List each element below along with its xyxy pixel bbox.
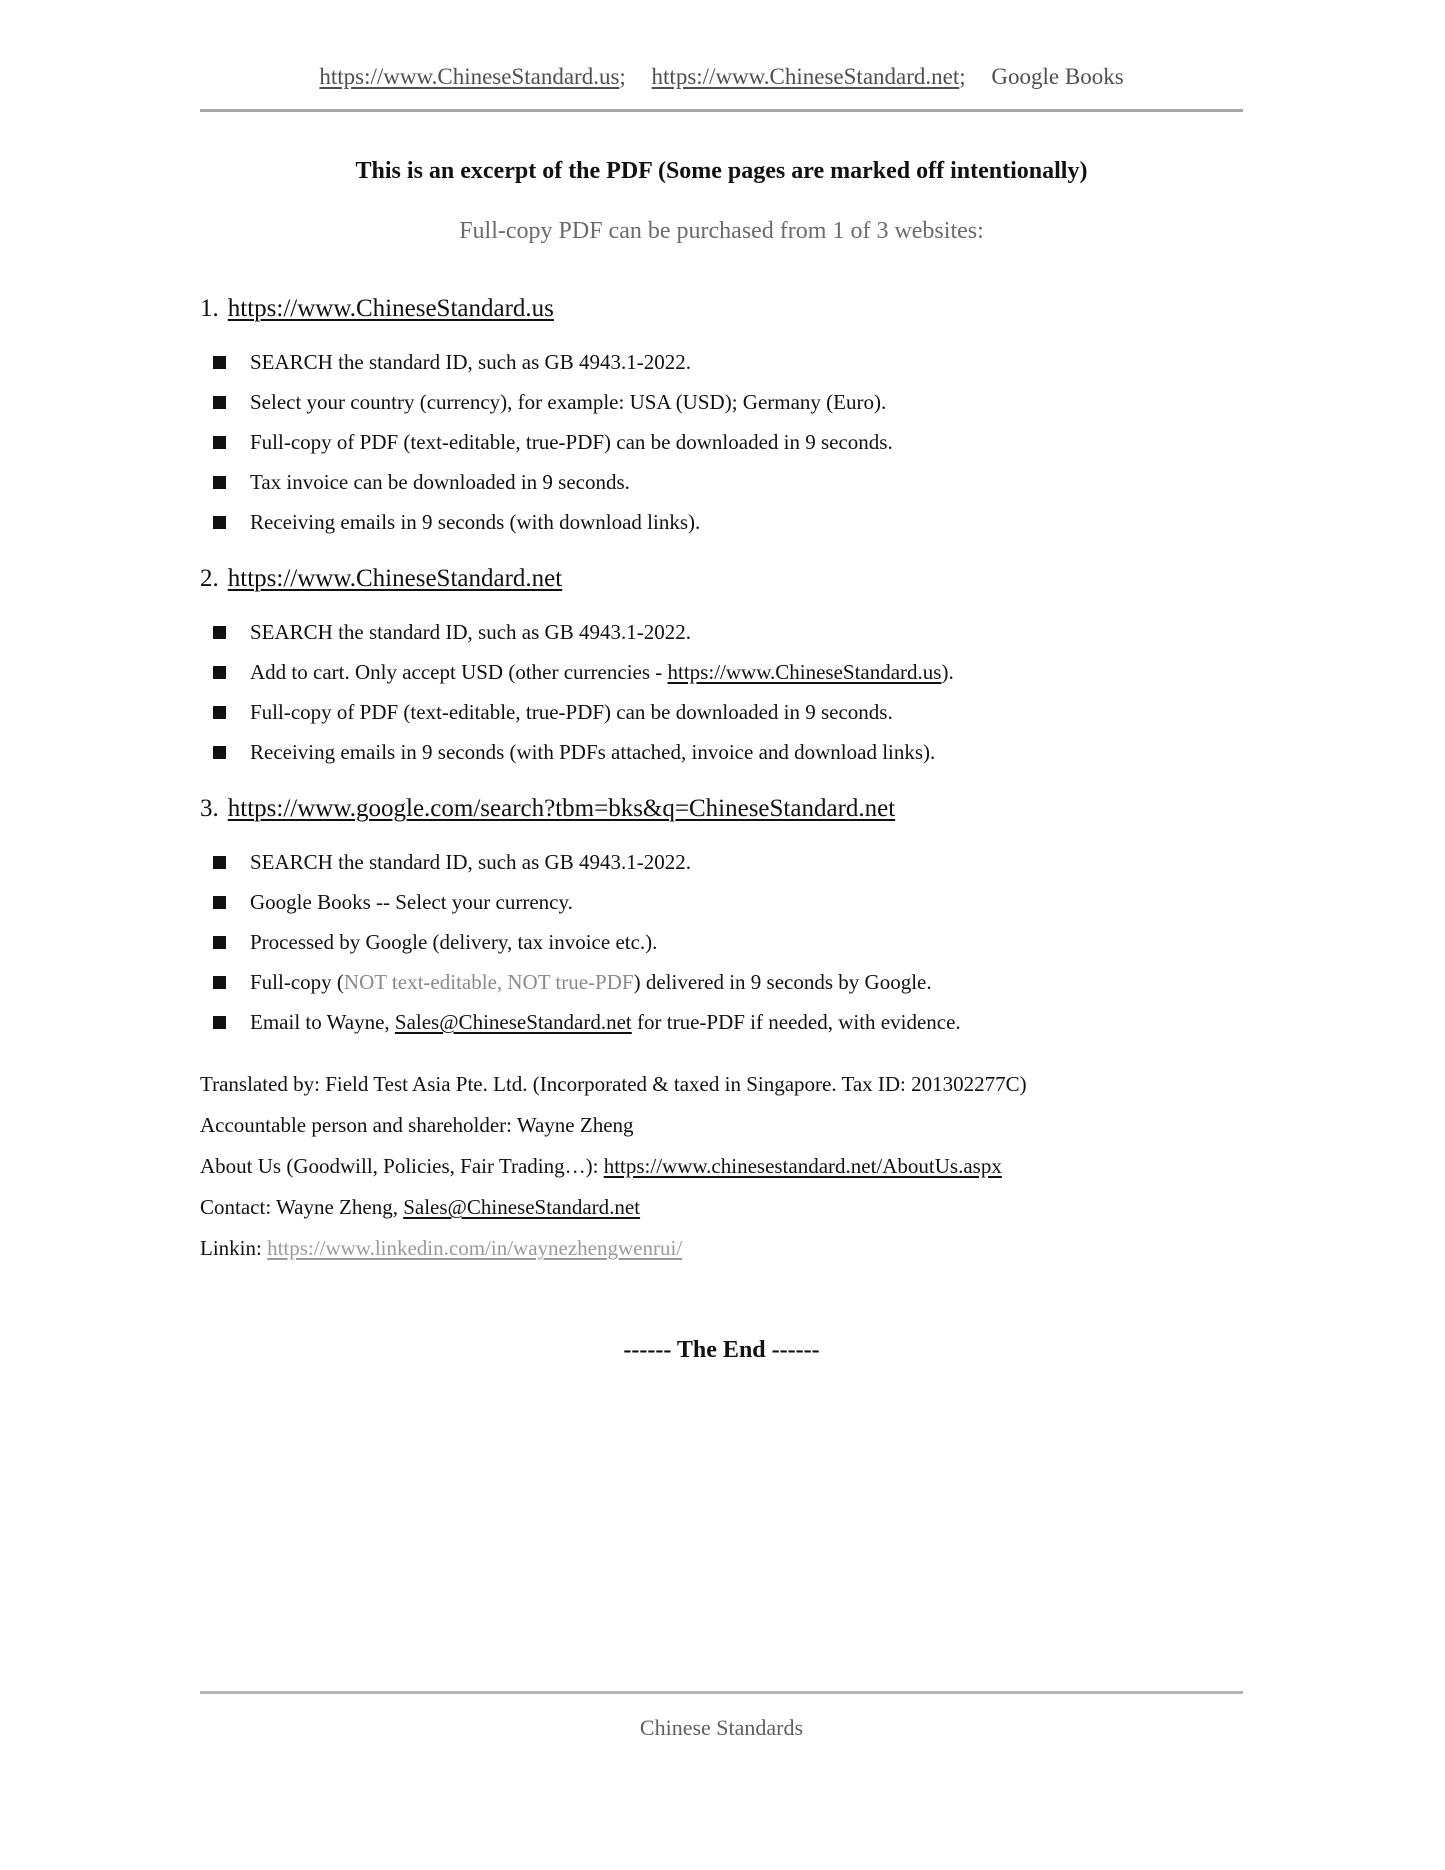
text-segment: Full-copy of PDF (text-editable, true-PDF) can be downloaded in 9 seconds. (250, 700, 893, 724)
square-bullet-icon (213, 856, 226, 869)
bullet-item (213, 659, 1243, 686)
bullet-text (250, 469, 630, 496)
inline-link[interactable]: Sales@ChineseStandard.net (394, 1010, 632, 1034)
section (200, 293, 1243, 536)
bullet-text (250, 739, 935, 766)
header-link-chinesestandard-net[interactable]: https://www.ChineseStandard.net (651, 64, 960, 89)
square-bullet-icon (213, 356, 226, 369)
section (200, 563, 1243, 766)
bullet-item (213, 429, 1243, 456)
square-bullet-icon (213, 626, 226, 639)
header-separator: ; (619, 64, 626, 89)
square-bullet-icon (213, 666, 226, 679)
inline-link[interactable]: https://www.ChineseStandard.us (667, 660, 942, 684)
muted-text: NOT text-editable, NOT true-PDF (343, 970, 634, 994)
text-segment: Processed by Google (delivery, tax invoice etc.). (250, 930, 658, 954)
bullet-item (213, 509, 1243, 536)
text-segment: Tax invoice can be downloaded in 9 seconds. (250, 470, 630, 494)
square-bullet-icon (213, 436, 226, 449)
bullet-item (213, 1009, 1243, 1036)
the-end-label: ------ The End ------ (623, 1337, 820, 1363)
section-3-url-link[interactable]: https://www.google.com/search?tbm=bks&q=ChineseStandard.net (227, 795, 896, 822)
text-segment: Email to Wayne, (250, 1010, 395, 1034)
text-segment: for true-PDF if needed, with evidence. (631, 1010, 961, 1034)
bullet-text (250, 1009, 961, 1036)
bullet-item (213, 929, 1243, 956)
text-segment: Accountable person and shareholder: Wayne Zheng (200, 1113, 634, 1137)
bullet-item (213, 889, 1243, 916)
text-segment: Full-copy ( (250, 970, 344, 994)
inline-link[interactable]: https://www.linkedin.com/in/waynezhengwenrui/ (267, 1236, 683, 1260)
square-bullet-icon (213, 516, 226, 529)
text-segment: Translated by: Field Test Asia Pte. Ltd. (Incorporated & taxed in Singapore. Tax ID: 201302277C) (200, 1072, 1027, 1096)
bullet-list (200, 619, 1243, 766)
bullet-text (250, 389, 886, 416)
inline-link[interactable]: https://www.chinesestandard.net/AboutUs.aspx (603, 1154, 1002, 1178)
bullet-text (250, 889, 573, 916)
bullet-item (213, 349, 1243, 376)
text-segment: ). (941, 660, 954, 684)
square-bullet-icon (213, 476, 226, 489)
bullet-item (213, 619, 1243, 646)
bullet-text (250, 699, 893, 726)
text-segment: Receiving emails in 9 seconds (with PDFs attached, invoice and download links). (250, 740, 936, 764)
text-segment: Add to cart. Only accept USD (other currencies - (250, 660, 668, 684)
section-number: 2. (200, 565, 219, 592)
header-link-chinesestandard-us[interactable]: https://www.ChineseStandard.us (319, 64, 620, 89)
text-segment: ) delivered in 9 seconds by Google. (633, 970, 932, 994)
section-1-url-link[interactable]: https://www.ChineseStandard.us (227, 295, 554, 322)
info-line (200, 1235, 1243, 1262)
section-2-url-link[interactable]: https://www.ChineseStandard.net (227, 565, 563, 592)
bullet-item (213, 849, 1243, 876)
header-separator: ; (959, 64, 966, 89)
info-line (200, 1153, 1243, 1180)
text-segment: Linkin: (200, 1236, 268, 1260)
section-heading (200, 293, 1243, 324)
info-line (200, 1071, 1243, 1098)
header-label-google-books: Google Books (991, 64, 1124, 89)
header-divider (200, 109, 1243, 112)
bullet-text (250, 349, 691, 376)
document-content (0, 62, 1445, 1742)
bullet-text (250, 969, 932, 996)
bullet-item (213, 699, 1243, 726)
square-bullet-icon (213, 706, 226, 719)
text-segment: SEARCH the standard ID, such as GB 4943.1-2022. (250, 850, 691, 874)
square-bullet-icon (213, 896, 226, 909)
bullet-text (250, 659, 954, 686)
section-number: 3. (200, 795, 219, 822)
info-line (200, 1112, 1243, 1139)
square-bullet-icon (213, 746, 226, 759)
text-segment: Receiving emails in 9 seconds (with download links). (250, 510, 701, 534)
section-heading (200, 563, 1243, 594)
section-number: 1. (200, 295, 219, 322)
bullet-text (250, 929, 657, 956)
bullet-item (213, 969, 1243, 996)
page-subtitle: Full-copy PDF can be purchased from 1 of 3 websites: (459, 218, 984, 244)
bullet-text (250, 429, 893, 456)
text-segment: Select your country (currency), for example: USA (USD); Germany (Euro). (250, 390, 887, 414)
square-bullet-icon (213, 976, 226, 989)
section-heading (200, 793, 1243, 824)
bullet-item (213, 739, 1243, 766)
text-segment: Full-copy of PDF (text-editable, true-PDF) can be downloaded in 9 seconds. (250, 430, 893, 454)
bullet-item (213, 389, 1243, 416)
sections (200, 293, 1243, 1036)
bullet-text (250, 509, 700, 536)
bullet-item (213, 469, 1243, 496)
page-title: This is an excerpt of the PDF (Some pages are marked off intentionally) (355, 158, 1088, 184)
page-footer-label: Chinese Standards (639, 1715, 804, 1740)
info-block (200, 1071, 1243, 1262)
footer-divider (200, 1691, 1243, 1694)
bullet-text (250, 619, 691, 646)
square-bullet-icon (213, 396, 226, 409)
bullet-list (200, 349, 1243, 536)
page-header (200, 62, 1243, 92)
section (200, 793, 1243, 1036)
text-segment: Google Books -- Select your currency. (250, 890, 573, 914)
info-line (200, 1194, 1243, 1221)
bullet-list (200, 849, 1243, 1036)
inline-link[interactable]: Sales@ChineseStandard.net (403, 1195, 641, 1219)
text-segment: SEARCH the standard ID, such as GB 4943.1-2022. (250, 620, 691, 644)
square-bullet-icon (213, 1016, 226, 1029)
text-segment: SEARCH the standard ID, such as GB 4943.1-2022. (250, 350, 691, 374)
text-segment: About Us (Goodwill, Policies, Fair Trading…): (200, 1154, 604, 1178)
text-segment: Contact: Wayne Zheng, (200, 1195, 404, 1219)
square-bullet-icon (213, 936, 226, 949)
bullet-text (250, 849, 691, 876)
